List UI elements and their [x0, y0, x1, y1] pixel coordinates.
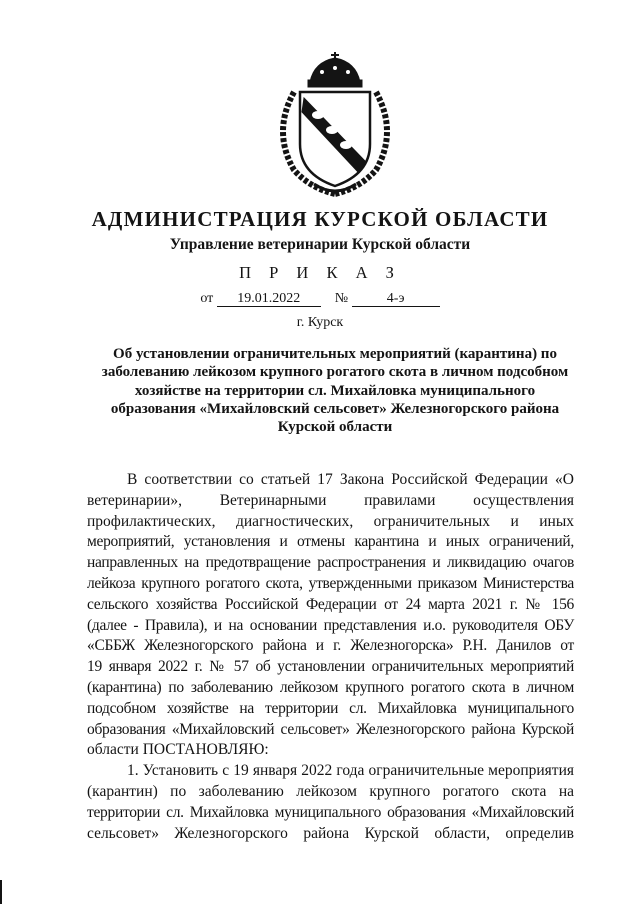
document-body	[87, 470, 574, 844]
subject-line: хозяйстве на территории сл. Михайловка муниципального	[134, 382, 536, 399]
subject-line: заболеванию лейкозом крупного рогатого скота в личном подсобном	[101, 364, 569, 381]
subject-line: Курской области	[277, 419, 393, 436]
body-line: «СББЖ Железногорского района и г. Железногорска» Р.Н. Данилов от	[87, 637, 574, 655]
scan-edge-mark	[0, 880, 2, 904]
document-type: П Р И К А З	[239, 263, 401, 282]
document-date: 19.01.2022	[217, 292, 321, 307]
organization-title: АДМИНИСТРАЦИЯ КУРСКОЙ ОБЛАСТИ	[91, 207, 549, 231]
number-prefix: №	[334, 291, 349, 306]
body-line: образования «Михайловский сельсовет» Железногорского района Курской	[87, 720, 574, 738]
document-number: 4-э	[352, 292, 440, 307]
body-line: мероприятий, установления и отмены карантина и иных ограничений,	[87, 533, 574, 551]
date-prefix: от	[200, 291, 214, 306]
body-line: 1. Установить с 19 января 2022 года ограничительные мероприятия	[127, 762, 574, 780]
body-line: профилактических, диагностических, ограничительных и иных	[87, 512, 574, 530]
document-subject	[85, 345, 585, 436]
body-line: территории сл. Михайловка муниципального образования «Михайловский	[87, 803, 574, 821]
body-line: направленных на предотвращение распространения и ликвидацию очагов	[87, 554, 574, 572]
city: г. Курск	[296, 315, 344, 330]
subject-line: Об установлении ограничительных мероприятий (карантина) по	[113, 346, 557, 362]
body-line: области ПОСТАНОВЛЯЮ:	[87, 741, 269, 759]
kursk-coat-of-arms-icon	[270, 52, 400, 197]
body-line: сельсовет» Железногорского района Курской области, определив	[87, 824, 574, 842]
body-line: 19 января 2022 г. № 57 об установлении ограничительных мероприятий	[87, 658, 574, 676]
body-line: (карантин) по заболеванию лейкозом крупного рогатого скота на	[87, 782, 574, 800]
body-line: ветеринарии», Ветеринарными правилами осуществления	[87, 491, 574, 509]
body-line: подсобном хозяйстве на территории сл. Михайловка муниципального	[87, 699, 574, 717]
body-line: В соответствии со статьей 17 Закона Российской Федерации «О	[127, 471, 574, 488]
body-line: (карантина) по заболеванию лейкозом крупного рогатого скота в личном	[87, 678, 574, 696]
body-line: сельского хозяйства Российской Федерации от 24 марта 2021 г. № 156	[87, 595, 574, 613]
date-number-line	[0, 291, 640, 307]
body-line: (далее - Правила), и на основании представления и.о. руководителя ОБУ	[87, 616, 574, 634]
body-line: лейкоза крупного рогатого скота, утвержденными приказом Министерства	[87, 574, 574, 592]
subject-line: образования «Михайловский сельсовет» Железногорского района	[110, 400, 560, 417]
department-name: Управление ветеринарии Курской области	[169, 236, 471, 253]
